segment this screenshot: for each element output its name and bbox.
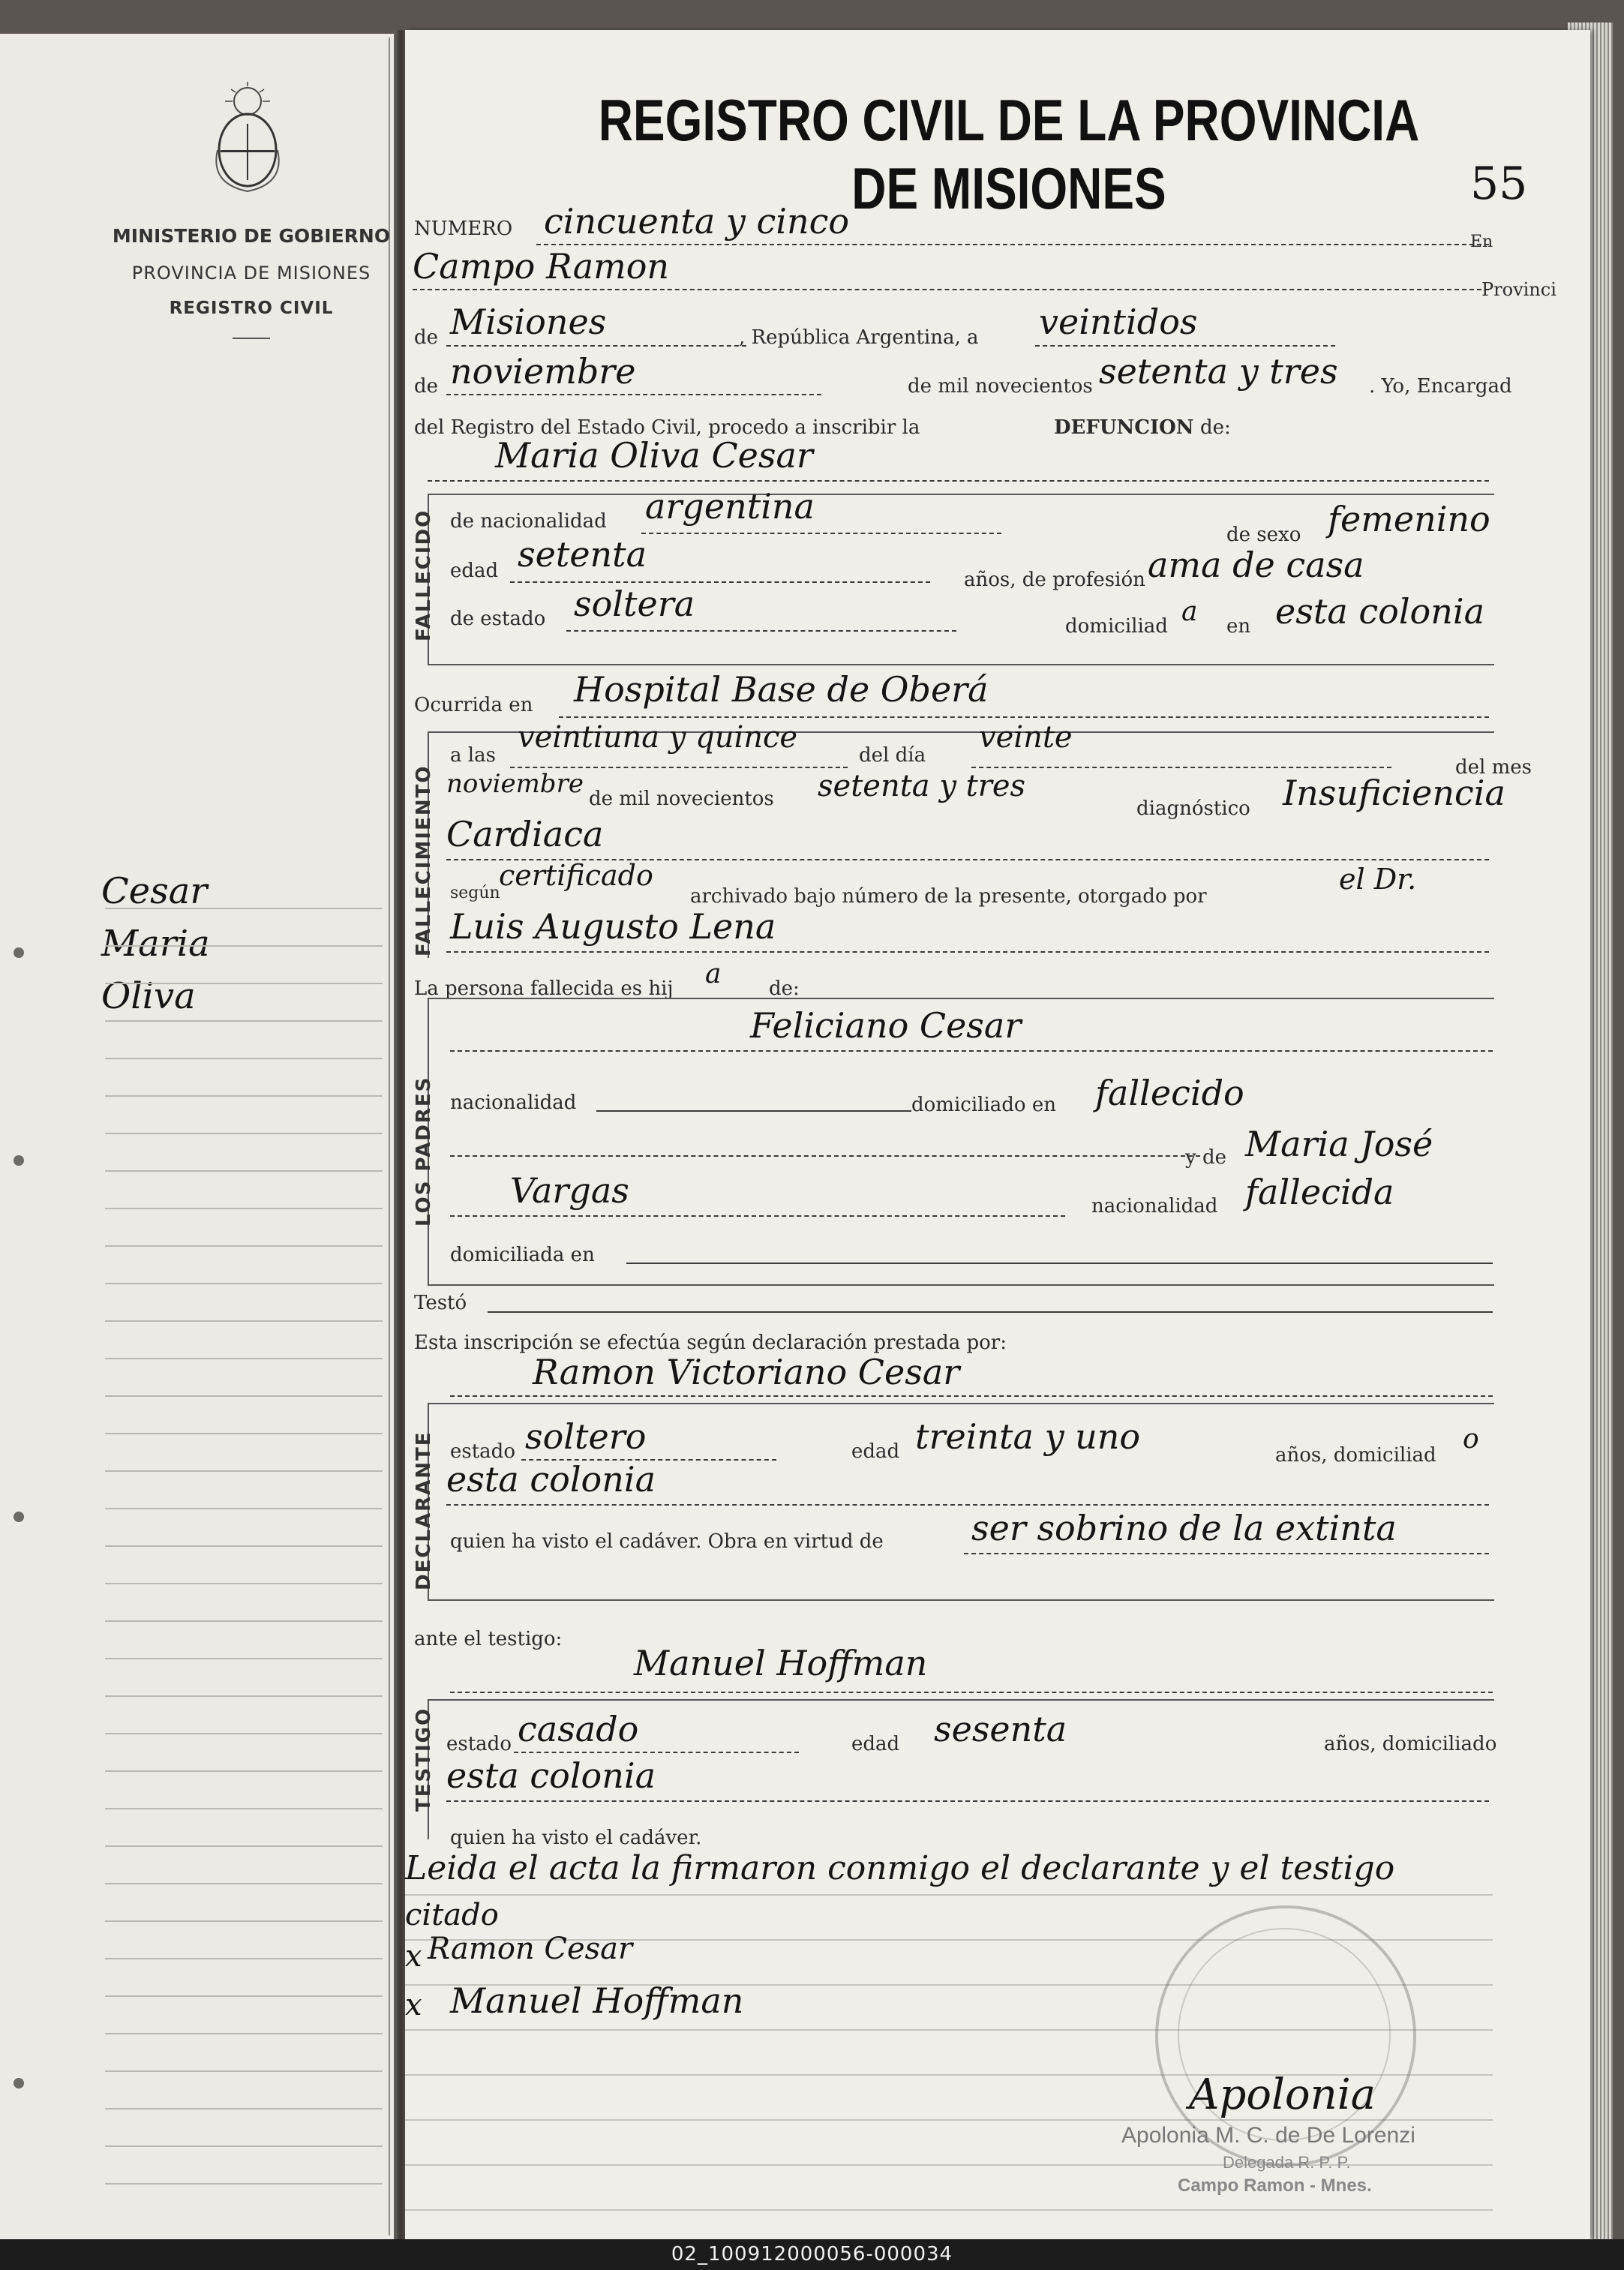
testigo-anos-dom-label: años, domiciliado (1324, 1733, 1497, 1755)
y-de-label: y de (1185, 1146, 1226, 1169)
stub-ruled-line (105, 1695, 383, 1697)
ruled-line-8 (405, 2209, 1493, 2211)
declarante-anos-dom-label: años, domiciliad (1275, 1444, 1436, 1467)
official-signature: Apolonia (1189, 2070, 1376, 2119)
month-underline (446, 394, 821, 395)
testigo-dom-value: esta colonia (446, 1755, 656, 1796)
stub-ruled-line (105, 1733, 383, 1734)
de-colon: de: (1200, 416, 1231, 439)
padre-name: Feliciano Cesar (750, 1005, 1022, 1046)
madre-apellido: Vargas (510, 1170, 629, 1211)
stub-ruled-line (105, 1920, 383, 1922)
testigo-edad-label: edad (851, 1733, 900, 1755)
stub-divider (233, 338, 270, 339)
numero-underline (536, 244, 1489, 245)
lugar-value: Hospital Base de Oberá (574, 669, 989, 710)
stub-ruled-line (105, 945, 383, 947)
padres-intro: La persona fallecida es hij (414, 977, 674, 1000)
registro-text: del Registro del Estado Civil, procedo a inscribir la (414, 416, 920, 439)
year-text: de mil novecientos (908, 375, 1093, 398)
firma2: Manuel Hoffman (450, 1980, 744, 2021)
padre-dom-underline (450, 1155, 1200, 1157)
office-label: REGISTRO CIVIL (169, 299, 334, 318)
nacionalidad-value: argentina (645, 486, 815, 527)
doctor-value: Luis Augusto Lena (450, 906, 776, 947)
act-number: 55 (1470, 158, 1528, 210)
declarante-dom-suffix: o (1463, 1424, 1479, 1455)
declarante-estado-value: soltero (525, 1416, 647, 1457)
mes-label: del mes (1455, 756, 1532, 779)
stub-ruled-line (105, 1845, 383, 1847)
stub-ruled-line (105, 1545, 383, 1547)
binding-hole-4 (14, 2078, 24, 2088)
stub-margin-rule (389, 38, 390, 2235)
binding-hole-1 (14, 947, 24, 958)
testigo-visto-text: quien ha visto el cadáver. (450, 1827, 702, 1849)
cierre-line-1: Leida el acta la firmaron conmigo el declarante y el testigo (405, 1849, 1395, 1887)
padres-intro-suffix: a (705, 959, 722, 989)
lugar-underline (559, 716, 1489, 718)
stub-ruled-line (105, 1808, 383, 1809)
padre-dom-value: fallecido (1095, 1073, 1244, 1113)
domiciliad-label: domiciliad (1065, 615, 1168, 638)
madre-nac-value: fallecida (1245, 1172, 1394, 1212)
declarante-intro: Esta inscripción se efectúa según declaración prestada por: (414, 1332, 1007, 1354)
province-underline (446, 345, 746, 347)
diagnostico-value-2: Cardiaca (446, 814, 604, 854)
declarante-estado-label: estado (450, 1440, 515, 1463)
domiciliad-suffix: a (1181, 596, 1198, 627)
ocurrida-label: Ocurrida en (414, 694, 533, 716)
padre-underline (450, 1050, 1493, 1052)
diagnostico-label: diagnóstico (1136, 797, 1250, 820)
stub-ruled-line (105, 1095, 383, 1097)
padres-section-label: LOS PADRES (413, 1076, 435, 1227)
domicilio-value: esta colonia (1275, 591, 1484, 632)
estado-label: de estado (450, 608, 546, 630)
padre-nac-underline (596, 1110, 911, 1112)
mes-value: noviembre (446, 769, 584, 799)
stub-ruled-line (105, 1883, 383, 1884)
stub-page (0, 34, 401, 2239)
edad-underline (510, 581, 930, 583)
register-page (405, 30, 1590, 2239)
de-label-2: de (414, 375, 439, 398)
dia-underline (971, 767, 1391, 768)
sexo-value: femenino (1328, 499, 1490, 539)
stub-ruled-line (105, 2070, 383, 2072)
stub-ruled-line (105, 1133, 383, 1134)
year-value: setenta y tres (1099, 351, 1338, 392)
numero-value: cincuenta y cinco (544, 201, 850, 242)
nacionalidad-underline (641, 533, 1001, 534)
coat-of-arms-icon (203, 79, 293, 199)
stub-ruled-line (105, 1508, 383, 1509)
stub-ruled-line (105, 1245, 383, 1247)
republic-text: , República Argentina, a (739, 326, 979, 349)
stub-ruled-line (105, 1958, 383, 1959)
estado-underline (566, 630, 956, 632)
edad-label: edad (450, 560, 499, 582)
archivado-text: archivado bajo número de la presente, otorgado por (690, 885, 1207, 908)
firma1: Ramon Cesar (428, 1932, 633, 1966)
firma2-prefix: x (405, 1988, 422, 2022)
declarante-virtud-underline (964, 1553, 1489, 1554)
declarante-virtud-value: ser sobrino de la extinta (971, 1508, 1397, 1548)
testigo-nombre: Manuel Hoffman (634, 1643, 928, 1683)
declarante-edad-label: edad (851, 1440, 900, 1463)
stub-ruled-line (105, 2183, 383, 2184)
ano-label: de mil novecientos (589, 788, 774, 810)
segun-value: certificado (499, 859, 653, 892)
testigo-underline (450, 1692, 1493, 1693)
ano-value: setenta y tres (818, 769, 1026, 803)
page-title: REGISTRO CIVIL DE LA PROVINCIA DE MISIONES (598, 87, 1420, 221)
testigo-section-label: TESTIGO (413, 1707, 435, 1812)
place-value: Campo Ramon (413, 246, 670, 287)
testigo-edad-value: sesenta (934, 1709, 1067, 1749)
declarante-visto-text: quien ha visto el cadáver. Obra en virtud de (450, 1530, 884, 1553)
anos-profesion-label: años, de profesión (964, 569, 1145, 591)
otorgado-value: el Dr. (1339, 863, 1417, 896)
numero-label: NUMERO (414, 218, 513, 240)
index-name-2: Maria (101, 923, 210, 965)
hora-label: a las (450, 744, 496, 767)
stub-ruled-line (105, 1020, 383, 1022)
diagnostico-value: Insuficiencia (1283, 773, 1505, 813)
ruled-line-1 (405, 1894, 1493, 1896)
stub-ruled-line (105, 2145, 383, 2147)
madre-nac-label: nacionalidad (1091, 1195, 1218, 1218)
hora-underline (510, 767, 848, 768)
defuncion-word: DEFUNCION (1054, 416, 1194, 439)
testigo-estado-value: casado (518, 1709, 639, 1749)
fallecido-section-label: FALLECIDO (413, 509, 435, 641)
official-place: Campo Ramon - Mnes. (1178, 2175, 1372, 2196)
testo-underline (488, 1311, 1493, 1313)
cierre-line-2: citado (405, 1898, 499, 1932)
province-label: PROVINCIA DE MISIONES (131, 263, 371, 284)
official-name: Apolonia M. C. de De Lorenzi (1121, 2123, 1415, 2148)
stub-ruled-line (105, 1770, 383, 1772)
stub-ruled-line (105, 1283, 383, 1284)
hora-value: veintiuna y quince (518, 720, 798, 755)
stub-ruled-line (105, 1470, 383, 1472)
day-underline (1035, 345, 1335, 347)
padres-de-colon: de: (769, 977, 800, 1000)
provincia-label: Provinci (1481, 279, 1556, 300)
day-value: veintidos (1039, 302, 1198, 342)
domiciliada-label: domiciliada en (450, 1244, 595, 1266)
nacionalidad-label: de nacionalidad (450, 510, 607, 533)
index-name-1: Cesar (101, 870, 208, 912)
deceased-name: Maria Oliva Cesar (495, 435, 813, 476)
dia-value: veinte (979, 720, 1073, 755)
declarante-underline (450, 1395, 1493, 1397)
deceased-underline (428, 480, 1489, 482)
declarante-dom-underline (446, 1504, 1489, 1506)
stub-ruled-line (105, 1620, 383, 1622)
place-underline (413, 289, 1489, 290)
madre-name: Maria José (1245, 1124, 1433, 1164)
edad-value: setenta (518, 534, 647, 575)
binding-hole-2 (14, 1155, 24, 1166)
segun-label: según (450, 884, 500, 902)
ministry-label: MINISTERIO DE GOBIERNO (112, 225, 391, 247)
stub-ruled-line (105, 2108, 383, 2109)
stub-ruled-line (105, 1583, 383, 1584)
padre-dom-label: domiciliado en (911, 1094, 1056, 1116)
de-label: de (414, 326, 439, 349)
stub-ruled-line (105, 1208, 383, 1209)
en-label: En (1470, 233, 1493, 251)
stub-ruled-line (105, 2033, 383, 2034)
testo-label: Testó (414, 1292, 467, 1314)
stub-ruled-line (105, 908, 383, 909)
profesion-value: ama de casa (1148, 545, 1364, 585)
stub-ruled-line (105, 983, 383, 984)
binding-hole-3 (14, 1512, 24, 1522)
testigo-estado-underline (514, 1752, 799, 1753)
declarante-edad-value: treinta y uno (915, 1416, 1141, 1457)
declarante-nombre: Ramon Victoriano Cesar (533, 1352, 960, 1392)
estado-value: soltera (574, 584, 695, 624)
stub-ruled-line (105, 1170, 383, 1172)
testigo-estado-label: estado (446, 1733, 512, 1755)
stub-ruled-line (105, 1658, 383, 1659)
stub-ruled-line (105, 1358, 383, 1359)
stub-ruled-line (105, 1058, 383, 1059)
firma1-prefix: x (405, 1939, 422, 1974)
stub-ruled-line (105, 1433, 383, 1434)
madre-underline (450, 1215, 1065, 1217)
stub-ruled-line (105, 1995, 383, 1997)
padre-nac-label: nacionalidad (450, 1091, 577, 1114)
fallecimiento-section-label: FALLECIMIENTO (413, 764, 435, 956)
stub-ruled-line (105, 1395, 383, 1397)
index-name-3: Oliva (101, 975, 196, 1017)
declarante-dom-value: esta colonia (446, 1459, 656, 1500)
dia-label: del día (859, 744, 926, 767)
official-title: Delegada R. P. P. (1223, 2153, 1351, 2172)
declarante-section-label: DECLARANTE (413, 1431, 435, 1590)
domiciliada-underline (626, 1263, 1493, 1264)
month-value: noviembre (450, 351, 636, 392)
doctor-underline (446, 951, 1489, 953)
image-caption: 02_100912000056-000034 (671, 2243, 953, 2265)
testigo-dom-underline (446, 1800, 1489, 1802)
stub-ruled-line (105, 1320, 383, 1322)
province-value: Misiones (450, 302, 607, 342)
encargado-text: . Yo, Encargad (1369, 375, 1512, 398)
testigo-intro: ante el testigo: (414, 1628, 563, 1650)
sexo-label: de sexo (1226, 524, 1301, 546)
en-label-fallecido: en (1226, 615, 1251, 638)
